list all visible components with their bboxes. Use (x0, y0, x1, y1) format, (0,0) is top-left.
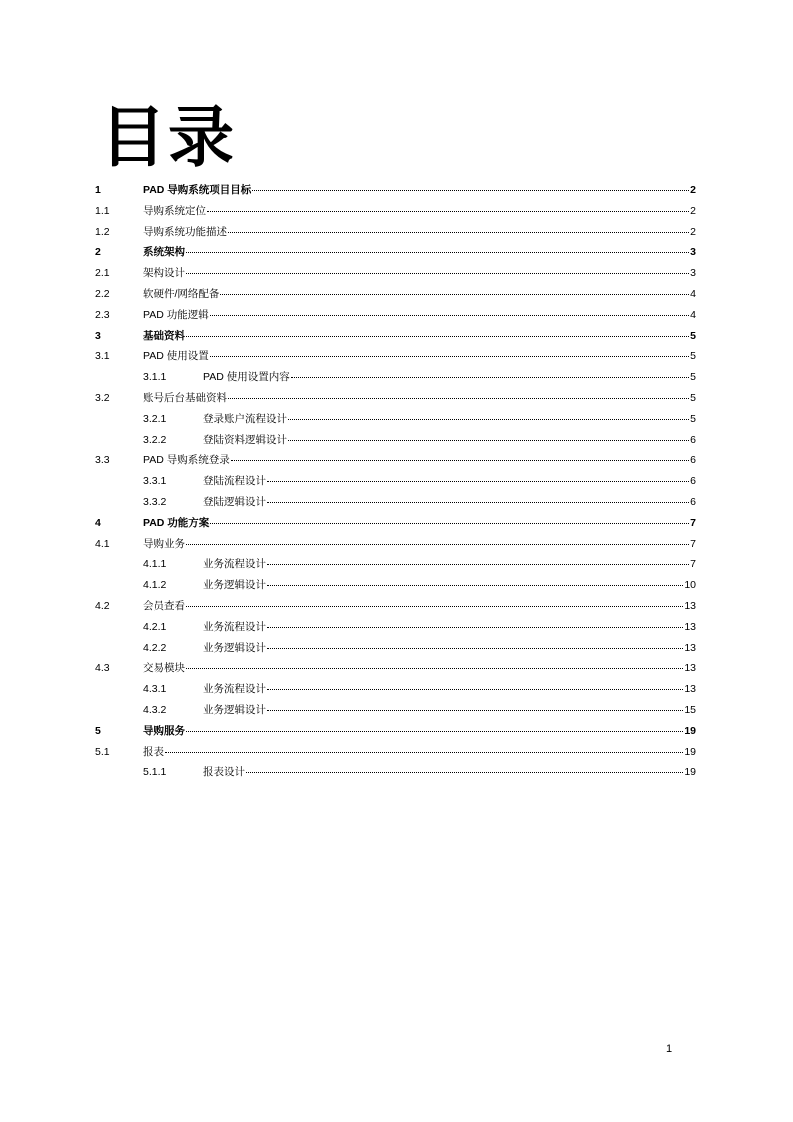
toc-entry-title: PAD 导购系统项目目标 (143, 184, 252, 196)
toc-entry-number: 3 (95, 329, 101, 342)
toc-entry-page: 4 (690, 287, 696, 300)
toc-entry-page: 5 (690, 371, 696, 384)
toc-entry-title: 导购服务 (143, 724, 185, 737)
toc-entry-title: PAD 使用设置内容 (203, 371, 290, 384)
toc-entry-title: PAD 使用设置 (143, 350, 209, 363)
dot-leader (288, 440, 689, 441)
dot-leader (186, 273, 689, 274)
toc-entry-page: 6 (690, 433, 696, 446)
toc-entry[interactable] (95, 409, 696, 430)
toc-entry-title: 基础资料 (143, 329, 185, 342)
toc-entry-page: 13 (684, 620, 696, 633)
dot-leader (165, 752, 683, 753)
toc-entry[interactable] (95, 721, 696, 742)
toc-entry-number: 4.1.1 (143, 558, 167, 571)
toc-entry-page: 2 (690, 204, 696, 217)
toc-entry-number: 4 (95, 516, 101, 529)
page-title: 目录 (100, 99, 236, 176)
dot-leader (220, 294, 689, 295)
toc-entry-number: 4.2 (95, 599, 110, 612)
toc-entry[interactable] (95, 450, 696, 471)
toc-entry[interactable] (95, 742, 696, 763)
toc-entry[interactable] (95, 575, 696, 596)
toc-entry-title: 架构设计 (143, 267, 185, 280)
toc-entry-title: 导购业务 (143, 537, 185, 550)
toc-entry-page: 4 (690, 308, 696, 321)
toc-entry-page: 5 (690, 412, 696, 425)
dot-leader (252, 190, 689, 191)
toc-entry[interactable] (95, 284, 696, 305)
dot-leader (186, 252, 689, 253)
dot-leader (228, 232, 689, 233)
toc-entry-number: 2.3 (95, 308, 110, 321)
toc-entry-number: 1.1 (95, 204, 110, 217)
toc-entry-page: 7 (690, 537, 696, 550)
toc-entry-title: 软硬件/网络配备 (143, 287, 220, 300)
dot-leader (267, 627, 683, 628)
toc-entry-title: 报表设计 (203, 766, 245, 779)
toc-entry-number: 2.1 (95, 267, 110, 280)
toc-entry-title: 导购系统定位 (143, 204, 206, 217)
toc-entry[interactable] (95, 242, 696, 263)
toc-entry[interactable] (95, 471, 696, 492)
toc-entry-page: 19 (684, 745, 696, 758)
toc-entry-page: 6 (690, 454, 696, 467)
toc-entry-page: 13 (684, 683, 696, 696)
toc-entry-page: 10 (684, 579, 696, 592)
toc-entry-title: 会员查看 (143, 599, 185, 612)
dot-leader (267, 502, 689, 503)
toc-entry-page: 3 (690, 267, 696, 280)
toc-entry-page: 2 (690, 184, 696, 196)
toc-entry-title: 登录账户流程设计 (203, 412, 287, 425)
toc-entry[interactable] (95, 700, 696, 721)
toc-entry-page: 19 (684, 724, 696, 737)
toc-entry[interactable] (95, 638, 696, 659)
toc-entry-number: 5.1.1 (143, 766, 167, 779)
dot-leader (186, 336, 689, 337)
toc-entry-number: 4.1 (95, 537, 110, 550)
toc-entry-number: 3.2 (95, 391, 110, 404)
toc-entry-number: 3.2.1 (143, 412, 167, 425)
toc-entry-page: 15 (684, 703, 696, 716)
dot-leader (246, 772, 683, 773)
toc-entry-number: 2.2 (95, 287, 110, 300)
dot-leader (186, 544, 689, 545)
dot-leader (288, 419, 689, 420)
dot-leader (231, 460, 689, 461)
toc-entry-title: 业务流程设计 (203, 683, 266, 696)
dot-leader (267, 710, 683, 711)
toc-entry-number: 4.2.1 (143, 620, 167, 633)
toc-entry[interactable] (95, 263, 696, 284)
toc-entry[interactable] (95, 222, 696, 243)
toc-entry-title: PAD 功能方案 (143, 516, 210, 529)
toc-entry-number: 1.2 (95, 225, 110, 238)
dot-leader (210, 315, 689, 316)
toc-entry-title: 业务逻辑设计 (203, 703, 266, 716)
toc-entry-page: 13 (684, 662, 696, 675)
toc-entry[interactable] (95, 596, 696, 617)
toc-entry-page: 13 (684, 641, 696, 654)
toc-entry-number: 1 (95, 184, 101, 196)
toc-entry[interactable] (95, 367, 696, 388)
toc-entry-number: 4.2.2 (143, 641, 167, 654)
toc-entry[interactable] (95, 617, 696, 638)
dot-leader (267, 689, 683, 690)
toc-entry-page: 6 (690, 475, 696, 488)
toc-entry-number: 3.1 (95, 350, 110, 363)
toc-entry-title: 报表 (143, 745, 164, 758)
dot-leader (210, 523, 689, 524)
toc-entry-number: 3.3.2 (143, 495, 167, 508)
toc-entry-page: 5 (690, 329, 696, 342)
toc-entry[interactable] (95, 554, 696, 575)
toc-entry[interactable] (95, 534, 696, 555)
toc-entry[interactable] (95, 180, 696, 201)
dot-leader (207, 211, 689, 212)
toc-entry-title: 业务逻辑设计 (203, 641, 266, 654)
toc-entry-number: 3.1.1 (143, 371, 167, 384)
footer-page-number: 1 (666, 1043, 673, 1055)
toc-entry[interactable] (95, 305, 696, 326)
toc-entry-title: 业务流程设计 (203, 620, 266, 633)
toc-entry[interactable] (95, 679, 696, 700)
toc-entry[interactable] (95, 492, 696, 513)
dot-leader (291, 377, 689, 378)
toc-entry-title: 交易模块 (143, 662, 185, 675)
dot-leader (267, 648, 683, 649)
toc-entry-page: 2 (690, 225, 696, 238)
toc-entry-title: PAD 导购系统登录 (143, 454, 230, 467)
toc-entry[interactable] (95, 762, 696, 783)
dot-leader (210, 356, 689, 357)
toc-entry-number: 4.3.1 (143, 683, 167, 696)
toc-entry-number: 3.3 (95, 454, 110, 467)
toc-entry[interactable] (95, 326, 696, 347)
toc-entry-number: 4.3 (95, 662, 110, 675)
toc-entry-title: 登陆资料逻辑设计 (203, 433, 287, 446)
dot-leader (267, 564, 689, 565)
toc-entry[interactable] (95, 513, 696, 534)
dot-leader (228, 398, 689, 399)
toc-entry-number: 3.2.2 (143, 433, 167, 446)
toc-entry-number: 4.1.2 (143, 579, 167, 592)
toc-entry-title: PAD 功能逻辑 (143, 308, 209, 321)
toc-entry-title: 登陆逻辑设计 (203, 495, 266, 508)
toc-entry[interactable] (95, 388, 696, 409)
toc-entry-number: 4.3.2 (143, 703, 167, 716)
toc-entry-page: 5 (690, 391, 696, 404)
toc-entry[interactable] (95, 346, 696, 367)
toc-entry[interactable] (95, 201, 696, 222)
toc-entry[interactable] (95, 430, 696, 451)
toc-entry-page: 3 (690, 246, 696, 259)
toc-entry-title: 账号后台基础资料 (143, 391, 227, 404)
dot-leader (186, 606, 683, 607)
toc-entry-title: 登陆流程设计 (203, 475, 266, 488)
toc-entry-page: 7 (690, 516, 696, 529)
dot-leader (186, 668, 683, 669)
toc-entry-page: 13 (684, 599, 696, 612)
toc-entry-number: 2 (95, 246, 101, 259)
toc-entry-title: 系统架构 (143, 246, 185, 259)
toc-entry-title: 业务流程设计 (203, 558, 266, 571)
toc-entry[interactable] (95, 658, 696, 679)
toc-entry-title: 业务逻辑设计 (203, 579, 266, 592)
toc-entry-page: 7 (690, 558, 696, 571)
dot-leader (267, 585, 683, 586)
dot-leader (186, 731, 683, 732)
toc-entry-page: 5 (690, 350, 696, 363)
table-of-contents (95, 180, 696, 783)
toc-entry-page: 19 (684, 766, 696, 779)
toc-entry-title: 导购系统功能描述 (143, 225, 227, 238)
toc-entry-number: 3.3.1 (143, 475, 167, 488)
toc-entry-page: 6 (690, 495, 696, 508)
toc-entry-number: 5 (95, 724, 101, 737)
dot-leader (267, 481, 689, 482)
toc-entry-number: 5.1 (95, 745, 110, 758)
